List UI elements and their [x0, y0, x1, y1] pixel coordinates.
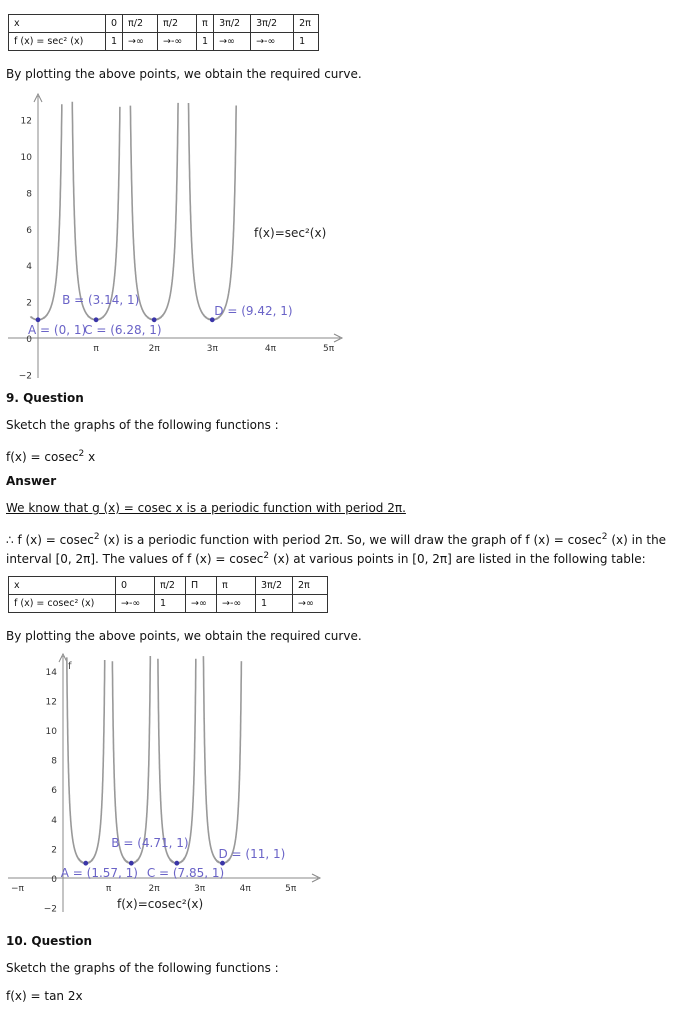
- table-cell: →∞: [214, 33, 251, 51]
- table-cell: f (x) = sec² (x): [9, 33, 106, 51]
- table-cell: 3π/2: [256, 577, 293, 595]
- data-point: [210, 317, 215, 322]
- table-cell: 2π: [293, 577, 328, 595]
- y-tick-label: 12: [20, 116, 32, 127]
- y-tick-label: 10: [20, 153, 32, 163]
- para-exponent: 2: [601, 532, 608, 542]
- x-tick-label: 3π: [194, 884, 206, 894]
- table-cell: →-∞: [158, 33, 197, 51]
- function-curve: [31, 102, 237, 320]
- function-exponent: 2: [78, 449, 85, 459]
- para-exponent: 2: [93, 532, 100, 542]
- plot-caption: By plotting the above points, we obtain the required curve.: [6, 629, 362, 643]
- question-function: [6, 447, 95, 465]
- x-tick-label: 4π: [239, 884, 251, 894]
- table-row: [9, 33, 319, 51]
- y-tick-label: 14: [45, 667, 57, 678]
- table-header-row: [9, 15, 319, 33]
- table-cell: 1: [256, 595, 293, 613]
- cosec-squared-graph: [0, 650, 330, 920]
- table-cell: π/2: [155, 577, 186, 595]
- para-exponent: 2: [263, 551, 270, 561]
- x-tick-label: 5π: [323, 344, 335, 354]
- question-prompt: Sketch the graphs of the following functions :: [6, 961, 279, 975]
- function-curve: [67, 656, 242, 863]
- table-cell: f (x) = cosec² (x): [9, 595, 116, 613]
- function-label: f(x)=sec²(x): [254, 226, 327, 240]
- para-text: (x) is a periodic function with period 2π. So, we will draw the graph of f (x) = cosec: [99, 533, 602, 547]
- known-fact: We know that g (x) = cosec x is a periodic function with period 2π.: [6, 501, 406, 515]
- table-cell: π: [197, 15, 214, 33]
- table-cell: 1: [294, 33, 319, 51]
- table-cell: 1: [106, 33, 123, 51]
- y-tick-label: 4: [26, 262, 32, 273]
- para-text: (x) in the interval [0, 2π]. The values of f (x) = cosec: [6, 533, 667, 566]
- point-label: D = (9.42, 1): [214, 303, 293, 318]
- table-cell: x: [9, 15, 106, 33]
- data-point: [94, 317, 99, 322]
- y-tick-label: 0: [51, 875, 57, 885]
- function-label: f(x)=cosec²(x): [117, 897, 204, 911]
- sec-squared-graph: [0, 88, 350, 388]
- x-tick-label: 2π: [148, 344, 160, 354]
- y-tick-label: 6: [26, 225, 32, 236]
- table-cell: 1: [155, 595, 186, 613]
- data-point: [36, 317, 41, 322]
- table-cell: 3π/2: [214, 15, 251, 33]
- function-text: f(x) = cosec: [6, 450, 79, 464]
- table-row: [9, 595, 328, 613]
- table-cell: →-∞: [251, 33, 294, 51]
- point-label: A = (1.57, 1): [60, 866, 139, 881]
- data-point: [220, 861, 225, 866]
- table-cell: →-∞: [217, 595, 256, 613]
- table-cell: 3π/2: [251, 15, 294, 33]
- table-cell: →∞: [123, 33, 158, 51]
- table-cell: 1: [197, 33, 214, 51]
- table-cell: 0: [116, 577, 155, 595]
- y-tick-label: −2: [43, 904, 57, 915]
- question-function: f(x) = tan 2x: [6, 989, 83, 1003]
- point-label: A = (0, 1): [28, 322, 87, 337]
- x-tick-label: π: [93, 344, 99, 354]
- x-tick-label: 5π: [285, 884, 297, 894]
- table-cell: x: [9, 577, 116, 595]
- point-label: B = (4.71, 1): [111, 836, 189, 851]
- y-tick-label: 12: [45, 697, 57, 708]
- y-tick-label: 10: [45, 727, 57, 737]
- y-tick-label: 4: [51, 815, 57, 826]
- table-cell: →∞: [293, 595, 328, 613]
- point-label: D = (11, 1): [218, 847, 286, 862]
- table-cell: π/2: [158, 15, 197, 33]
- question-prompt: Sketch the graphs of the following functions :: [6, 418, 279, 432]
- answer-paragraph: [6, 529, 682, 567]
- y-tick-label: 2: [51, 845, 57, 856]
- table-cell: 0: [106, 15, 123, 33]
- answer-heading: Answer: [6, 474, 57, 488]
- point-label: C = (7.85, 1): [146, 866, 225, 881]
- point-label: C = (6.28, 1): [84, 322, 162, 337]
- point-label: B = (3.14, 1): [62, 292, 140, 307]
- data-point: [129, 861, 134, 866]
- data-point: [83, 861, 88, 866]
- table-cell: π/2: [123, 15, 158, 33]
- plot-caption: By plotting the above points, we obtain the required curve.: [6, 67, 362, 81]
- y-tick-label: 6: [51, 786, 57, 797]
- para-text: (x) at various points in [0, 2π] are listed in the following table:: [269, 552, 646, 566]
- x-tick-label: 2π: [148, 884, 160, 894]
- table-cell: →-∞: [116, 595, 155, 613]
- table-cell: 2π: [294, 15, 319, 33]
- x-tick-label: 3π: [206, 344, 218, 354]
- table-cell: →∞: [186, 595, 217, 613]
- question-heading: 10. Question: [6, 934, 93, 948]
- axis-label: f: [68, 661, 72, 672]
- y-tick-label: 8: [26, 189, 32, 200]
- function-text-end: x: [84, 450, 96, 464]
- x-tick-label: π: [105, 884, 112, 894]
- data-point: [152, 317, 157, 322]
- table-header-row: [9, 577, 328, 595]
- x-tick-label: 4π: [264, 344, 277, 354]
- data-point: [174, 861, 179, 866]
- values-table-cosec: [8, 576, 328, 613]
- question-heading: 9. Question: [6, 391, 84, 405]
- table-cell: Π: [186, 577, 217, 595]
- y-tick-label: −2: [18, 371, 32, 382]
- table-cell: π: [217, 577, 256, 595]
- y-tick-label: 2: [26, 298, 32, 309]
- para-text: ∴ f (x) = cosec: [6, 533, 94, 547]
- x-tick-label: −π: [10, 884, 24, 894]
- values-table-sec: [8, 14, 319, 51]
- y-tick-label: 0: [26, 335, 32, 345]
- y-tick-label: 8: [51, 756, 57, 767]
